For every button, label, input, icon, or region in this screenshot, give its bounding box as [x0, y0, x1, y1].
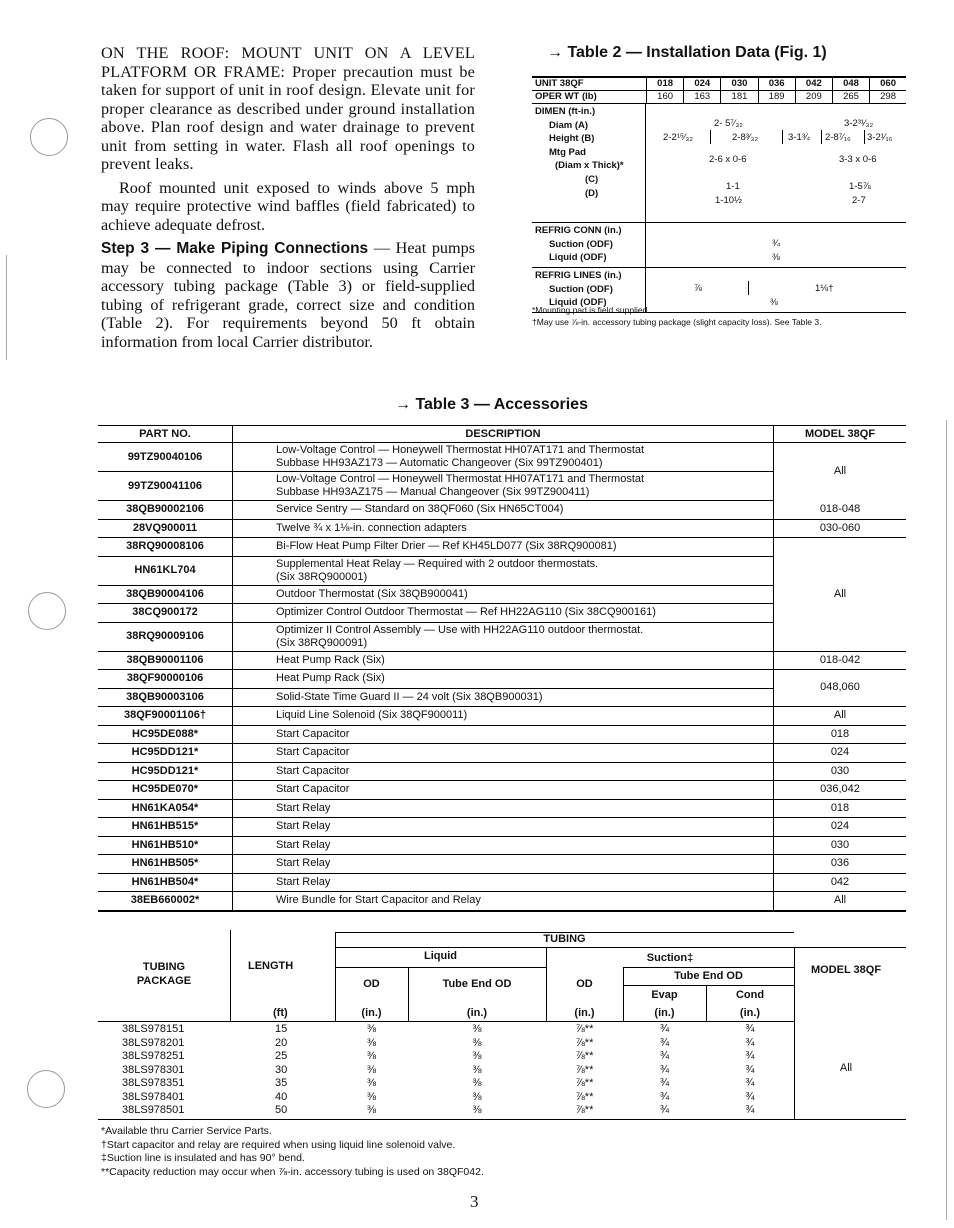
refrig-lines-label: REFRIG LINES (in.) [535, 270, 622, 281]
weight-cell: 209 [795, 91, 832, 104]
unit-label: (in.) [739, 1007, 761, 1019]
tubing-package-no: 38LS978251 [122, 1050, 185, 1062]
height-value: 2-2¹⁵⁄₃₂ [663, 132, 693, 143]
dimen-block [532, 104, 906, 223]
table-row [98, 651, 906, 670]
evap-label: Evap [651, 989, 678, 1001]
conn-suction-value: ¾ [772, 238, 780, 249]
liquid-tube-end-value: ⅜ [472, 1077, 482, 1089]
cond-value: ¾ [745, 1090, 755, 1103]
table-row [98, 707, 906, 726]
description: Wire Bundle for Start Capacitor and Relay [233, 892, 774, 911]
length-value: 50 [275, 1104, 288, 1116]
table-row [98, 799, 906, 818]
unit-label: (in.) [654, 1007, 675, 1019]
table-row [98, 762, 906, 781]
diam-b-value: 3-2³¹⁄₃₂ [844, 118, 874, 129]
liquid-od-value: ⅜ [366, 1036, 377, 1049]
liquid-tube-end-value: ⅜ [472, 1050, 482, 1062]
description: Start Relay [233, 799, 774, 818]
table2-title: → Table 2 — Installation Data (Fig. 1) [547, 44, 827, 61]
diam-label: Diam (A) [549, 119, 589, 131]
mtg-pad-sub: (Diam x Thick)* [555, 160, 624, 172]
evap-value: ¾ [659, 1077, 670, 1089]
dim-c-a-value: 1-1 [726, 181, 740, 192]
scan-edge-line-right [946, 420, 947, 1220]
cond-value: ¾ [745, 1077, 755, 1089]
lines-suction-a-value: ⅞ [694, 283, 702, 294]
liquid-tube-end-value: ⅜ [472, 1063, 482, 1076]
suction-label: Suction‡ [646, 952, 694, 964]
length-value: 20 [275, 1036, 288, 1049]
lines-liquid-value: ⅜ [770, 297, 778, 308]
part-no: HN61HB505* [98, 855, 233, 874]
part-no: HN61HB504* [98, 873, 233, 892]
description: Subbase HH93AZ175 — Manual Changeover (Six 99TZ900411) [276, 486, 590, 498]
description: Start Capacitor [233, 744, 774, 763]
mtg-pad-a-value: 2-6 x 0-6 [709, 154, 747, 165]
binder-hole-top [30, 118, 68, 156]
table2-note: *Mounting pad is field supplied. [532, 305, 650, 315]
liquid-tube-end-value: ⅜ [472, 1023, 482, 1035]
binder-hole-bottom [27, 1070, 65, 1108]
description: Low-Voltage Control — Honeywell Thermostat HH07AT171 and Thermostat [276, 444, 645, 456]
part-no: HN61KL704 [98, 556, 233, 585]
model-value: 036 [774, 855, 907, 874]
tubing-package-no: 38LS978501 [122, 1104, 185, 1116]
unit-label: (in.) [361, 1007, 382, 1019]
tubing-row [98, 1104, 794, 1118]
step3-body: — Heat pumps may be connected to indoor sections using Carrier accessory tubing package (Table 3) or field-supplied tubing of refrigerant grade, correct size and condition (Table 2). For requirements beyond 50 ft obtain information from local Carrier distributor. [101, 239, 475, 351]
model-value: 048,060 [774, 670, 907, 707]
description: Start Relay [233, 873, 774, 892]
part-no: 38RQ90008106 [98, 538, 233, 557]
table-row [98, 855, 906, 874]
tubing-package-no: 38LS978151 [122, 1023, 185, 1035]
part-no: 38EB660002* [98, 892, 233, 911]
model-value: 024 [774, 818, 907, 837]
tubing-package-table [98, 930, 906, 1120]
part-no: HC95DE088* [98, 725, 233, 744]
evap-value: ¾ [659, 1036, 670, 1049]
dimen-label: DIMEN (ft-in.) [535, 106, 596, 117]
tubing-row [98, 1064, 794, 1078]
liquid-tube-end-od-label: Tube End OD [442, 978, 512, 990]
model-value: 036,042 [774, 781, 907, 800]
description: Supplemental Heat Relay — Required with 2 outdoor thermostats. [276, 557, 599, 570]
weight-cell: 181 [721, 91, 758, 104]
liquid-odf-label: Liquid (ODF) [549, 297, 607, 309]
dim-c-label: (C) [585, 173, 599, 185]
oper-wt-row [532, 91, 906, 104]
evap-value: ¾ [659, 1104, 670, 1116]
tubing-row [98, 1023, 794, 1037]
unit-cell: 036 [758, 77, 795, 91]
weight-cell: 189 [758, 91, 795, 104]
cond-label: Cond [735, 989, 765, 1001]
liquid-od-value: ⅜ [366, 1050, 377, 1062]
suction-od-value: ⅞** [575, 1104, 594, 1116]
table-row [98, 538, 906, 557]
suction-od-value: ⅞** [575, 1050, 594, 1062]
tubing-package-no: 38LS978401 [122, 1090, 185, 1103]
tubing-package-no: 38LS978201 [122, 1036, 185, 1049]
description: Liquid Line Solenoid (Six 38QF900011) [233, 707, 774, 726]
description: Heat Pump Rack (Six) [233, 670, 774, 689]
model-value: 030-060 [774, 519, 907, 538]
page-number: 3 [470, 1192, 479, 1211]
description: Heat Pump Rack (Six) [233, 651, 774, 670]
part-no: HC95DD121* [98, 744, 233, 763]
part-no: 38QB90003106 [98, 688, 233, 707]
model-value: All [774, 892, 907, 911]
wind-baffle-paragraph: Roof mounted unit exposed to winds above 5 mph may require protective wind baffles (field fabricated) to achieve adequate defrost. [101, 178, 475, 234]
weight-cell: 265 [832, 91, 869, 104]
liquid-od-value: ⅜ [366, 1090, 377, 1103]
mtg-pad-label: Mtg Pad [549, 146, 586, 158]
liquid-od-label: OD [363, 978, 380, 990]
binder-hole-middle [28, 592, 66, 630]
step3-paragraph [101, 239, 475, 351]
suction-od-value: ⅞** [575, 1090, 594, 1103]
col-header-model: MODEL 38QF [774, 426, 907, 443]
conn-liquid-value: ⅜ [772, 252, 780, 263]
table2-header-row [532, 77, 906, 91]
part-no: 38QF90001106† [98, 707, 233, 726]
description: Solid-State Time Guard II — 24 volt (Six 38QB900031) [233, 688, 774, 707]
description: Subbase HH93AZ173 — Automatic Changeover (Six 99TZ900401) [276, 457, 603, 469]
footnote: ‡Suction line is insulated and has 90° bend. [101, 1152, 305, 1164]
table3-title: → Table 3 — Accessories [395, 396, 588, 413]
description: Outdoor Thermostat (Six 38QB900041) [233, 585, 774, 604]
part-no: 38CQ900172 [98, 604, 233, 623]
tubing-body [98, 1022, 906, 1120]
part-no: 38QF90000106 [98, 670, 233, 689]
tubing-header [98, 930, 906, 1022]
description: Start Capacitor [233, 781, 774, 800]
height-value: 3-2¹⁄₁₆ [867, 132, 893, 143]
col-header-part: PART NO. [98, 426, 233, 443]
liquid-od-value: ⅜ [366, 1077, 377, 1089]
part-no: HN61KA054* [98, 799, 233, 818]
model-value: 018-048 [774, 501, 907, 520]
description: Optimizer II Control Assembly — Use with HH22AG110 outdoor thermostat. [276, 623, 644, 636]
suction-od-value: ⅞** [575, 1063, 594, 1076]
part-no: 99TZ90040106 [98, 443, 233, 472]
footnotes [101, 1125, 701, 1179]
unit-label: (in.) [574, 1007, 595, 1019]
tubing-header-label: TUBING [543, 933, 586, 945]
roof-mount-paragraph: ON THE ROOF: MOUNT UNIT ON A LEVEL PLATFORM OR FRAME: Proper precaution must be taken for support of unit in roof design. Elevate unit for proper clearance as described under ground installation above. Plan roof design and water drainage to prevent unit from setting in water. Flash all roof openings to prevent leaks. [101, 44, 475, 173]
length-value: 30 [275, 1063, 288, 1076]
part-no: 38RQ90009106 [98, 622, 233, 651]
liquid-od-value: ⅜ [366, 1104, 377, 1116]
part-no: 38QB90002106 [98, 501, 233, 520]
unit-label: (in.) [466, 1007, 488, 1019]
tubing-row [98, 1091, 794, 1105]
weight-cell: 160 [647, 91, 684, 104]
table-row [98, 501, 906, 520]
part-no: HC95DE070* [98, 781, 233, 800]
model-value: 018 [774, 799, 907, 818]
dim-d-a-value: 1-10½ [715, 195, 742, 206]
length-value: 25 [275, 1050, 288, 1062]
scan-edge-line [6, 255, 7, 360]
col-header-description: DESCRIPTION [233, 426, 774, 443]
table2-installation-data [532, 76, 906, 313]
dim-c-b-value: 1-5⅞ [849, 181, 871, 192]
liquid-tube-end-value: ⅜ [472, 1036, 482, 1049]
description: Twelve ¾ x 1⅛-in. connection adapters [233, 519, 774, 538]
tubing-package-label: TUBING PACKAGE [136, 961, 192, 987]
cond-value: ¾ [745, 1063, 755, 1076]
model-38qf-label: MODEL 38QF [810, 964, 882, 976]
tubing-model-value: All [839, 1062, 853, 1074]
model-value: 030 [774, 762, 907, 781]
model-value: 024 [774, 744, 907, 763]
oper-wt-label: OPER WT (lb) [532, 91, 647, 104]
tubing-package-no: 38LS978351 [122, 1077, 185, 1089]
cond-value: ¾ [745, 1023, 755, 1035]
part-no: HC95DD121* [98, 762, 233, 781]
unit-cell: 060 [870, 77, 906, 91]
table-row [98, 892, 906, 911]
suction-od-label: OD [576, 978, 593, 990]
description: Start Capacitor [233, 725, 774, 744]
model-value: All [774, 707, 907, 726]
description: Optimizer Control Outdoor Thermostat — Ref HH22AG110 (Six 38CQ900161) [233, 604, 774, 623]
description: Start Relay [233, 855, 774, 874]
unit-cell: 024 [684, 77, 721, 91]
liquid-tube-end-value: ⅜ [472, 1090, 482, 1103]
height-value: 3-1¾ [788, 132, 810, 143]
evap-value: ¾ [659, 1090, 670, 1103]
part-no: 38QB90001106 [98, 651, 233, 670]
tubing-row [98, 1050, 794, 1064]
part-no: HN61HB510* [98, 836, 233, 855]
lines-suction-b-value: 1⅛† [815, 283, 834, 294]
liquid-od-value: ⅜ [366, 1023, 377, 1035]
weight-cell: 163 [684, 91, 721, 104]
diam-a-value: 2- 5⁷⁄₃₂ [714, 118, 743, 129]
suction-od-value: ⅞** [575, 1036, 594, 1049]
table2-note: †May use ⅞-in. accessory tubing package (slight capacity loss). See Table 3. [532, 317, 822, 327]
evap-value: ¾ [659, 1023, 670, 1035]
table-row [98, 818, 906, 837]
description: Bi-Flow Heat Pump Filter Drier — Ref KH45LD077 (Six 38RQ900081) [233, 538, 774, 557]
dim-d-b-value: 2-7 [852, 195, 866, 206]
table-row [98, 670, 906, 689]
length-label: LENGTH [248, 960, 294, 972]
liquid-od-value: ⅜ [366, 1063, 377, 1076]
suction-tube-end-od-label: Tube End OD [674, 970, 743, 982]
unit-cell: 018 [647, 77, 684, 91]
liquid-label: Liquid [424, 950, 457, 962]
refrig-conn-label: REFRIG CONN (in.) [535, 225, 622, 236]
table2-notes [532, 304, 912, 328]
unit-label: UNIT 38QF [532, 77, 647, 91]
model-value: 042 [774, 873, 907, 892]
height-value: 2-8³⁄₃₂ [732, 132, 759, 143]
tubing-package-no: 38LS978301 [122, 1063, 185, 1076]
length-value: 35 [275, 1077, 288, 1089]
model-value: 018 [774, 725, 907, 744]
model-value: All [774, 443, 907, 501]
height-value: 2-8⁷⁄₁₆ [825, 132, 851, 143]
tubing-row [98, 1077, 794, 1091]
table3-accessories [98, 425, 906, 912]
suction-odf-label: Suction (ODF) [549, 283, 613, 295]
model-value: 018-042 [774, 651, 907, 670]
suction-od-value: ⅞** [575, 1077, 594, 1089]
description: Start Relay [233, 836, 774, 855]
description: Start Relay [233, 818, 774, 837]
liquid-tube-end-value: ⅜ [472, 1104, 482, 1116]
description: Low-Voltage Control — Honeywell Thermostat HH07AT171 and Thermostat [276, 473, 645, 485]
table-row [98, 725, 906, 744]
table3-header-row [98, 426, 906, 443]
dim-d-label: (D) [585, 187, 599, 199]
model-value: 030 [774, 836, 907, 855]
mtg-pad-b-value: 3-3 x 0-6 [839, 154, 877, 165]
footnote: **Capacity reduction may occur when ⅞-in. accessory tubing is used on 38QF042. [101, 1165, 484, 1178]
description: Start Capacitor [233, 762, 774, 781]
evap-value: ¾ [659, 1063, 670, 1076]
part-no: HN61HB515* [98, 818, 233, 837]
part-no: 99TZ90041106 [98, 472, 233, 501]
step3-heading: Step 3 — Make Piping Connections [101, 240, 369, 257]
part-no: 38QB90004106 [98, 585, 233, 604]
suction-od-value: ⅞** [575, 1023, 594, 1035]
part-no: 28VQ900011 [98, 519, 233, 538]
unit-cell: 042 [795, 77, 832, 91]
description: (Six 38RQ900091) [276, 636, 368, 649]
cond-value: ¾ [745, 1104, 755, 1116]
table-row [98, 873, 906, 892]
weight-cell: 298 [870, 91, 906, 104]
table-row [98, 836, 906, 855]
liquid-odf-label: Liquid (ODF) [549, 252, 607, 264]
refrig-conn-block [532, 223, 906, 268]
cond-value: ¾ [745, 1036, 755, 1049]
cond-value: ¾ [745, 1050, 755, 1062]
table-row [98, 519, 906, 538]
tubing-row [98, 1037, 794, 1051]
evap-value: ¾ [659, 1050, 670, 1062]
unit-cell: 048 [832, 77, 869, 91]
length-value: 40 [275, 1090, 288, 1103]
length-value: 15 [275, 1023, 288, 1035]
description: (Six 38RQ900001) [276, 570, 368, 583]
footnote: *Available thru Carrier Service Parts. [101, 1125, 272, 1137]
length-unit: (ft) [273, 1007, 288, 1019]
table-row [98, 443, 906, 472]
table-row [98, 781, 906, 800]
model-value: All [774, 538, 907, 652]
left-column-text [101, 44, 475, 351]
table-row [98, 744, 906, 763]
description: Service Sentry — Standard on 38QF060 (Six HN65CT004) [233, 501, 774, 520]
unit-cell: 030 [721, 77, 758, 91]
height-label: Height (B) [549, 133, 595, 145]
footnote: †Start capacitor and relay are required when using liquid line solenoid valve. [101, 1138, 456, 1151]
suction-odf-label: Suction (ODF) [549, 238, 613, 250]
